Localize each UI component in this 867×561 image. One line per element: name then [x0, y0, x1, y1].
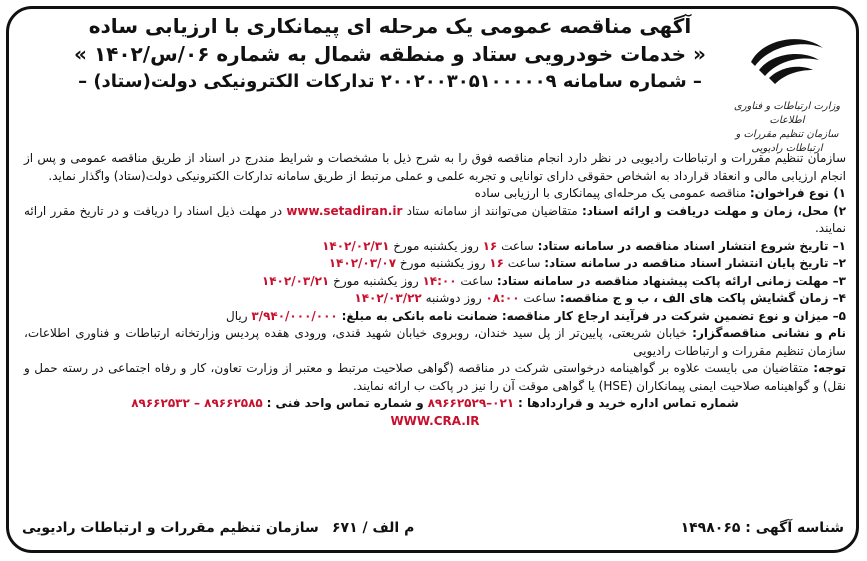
cra-website-link[interactable]: WWW.CRA.IR — [390, 413, 480, 428]
note-row — [24, 360, 846, 395]
guarantee-amount: ۳/۹۴۰/۰۰۰/۰۰۰ — [251, 308, 338, 323]
date-value: ۱۴۰۲/۰۲/۳۱ — [322, 238, 390, 253]
ministry-name: وزارت ارتباطات و فناوری اطلاعات — [733, 101, 841, 126]
call-type — [24, 185, 846, 203]
date-label: ۴– زمان گشایش پاکت های الف ، ب و ج مناقصه: — [559, 291, 846, 305]
note-text: متقاضیان می بایست علاوه بر گواهینامه درخواستی شرکت در مناقصه (گواهی صلاحیت مرتبط و معتبر از وزارت تعاون، کار و رفاه اجتماعی در رسته حمل و نقل) و گواهینامه صلاحیت ایمنی پیمانکاران (HSE) یا گواهی موقت آن را نیز در پاکت ب ارائه نمایند. — [24, 361, 846, 393]
date-time: ۰۸:۰۰ — [485, 291, 520, 305]
note-label: توجه: — [813, 361, 846, 375]
date-row — [24, 273, 846, 291]
documents-label: ۲) محل، زمان و مهلت دریافت و ارائه اسناد: — [582, 203, 847, 218]
date-pre: ساعت — [501, 238, 534, 253]
contact-phone-b: ۸۹۶۶۲۵۸۵ – ۸۹۶۶۲۵۳۲ — [131, 396, 263, 410]
guarantee-unit: ریال — [226, 308, 248, 323]
date-pre: ساعت — [523, 291, 557, 305]
date-value: ۱۴۰۲/۰۳/۰۷ — [328, 256, 397, 270]
date-time: ۱۶ — [489, 256, 504, 270]
ad-code: م الف / ۶۷۱ — [332, 520, 415, 536]
setad-link[interactable]: www.setadiran.ir — [286, 203, 403, 218]
ad-id: شناسه آگهی : ۱۴۹۸۰۶۵ — [680, 520, 844, 536]
date-row — [24, 255, 846, 273]
ad-title: آگهی مناقصه عمومی یک مرحله ای پیمانکاری با ارزیابی ساده — [88, 14, 692, 38]
contact-label-b: و شماره تماس واحد فنی : — [266, 396, 424, 410]
documents-text-a: متقاضیان می‌توانند از سامانه ستاد — [406, 203, 578, 218]
date-pre: ساعت — [460, 273, 494, 288]
date-value: ۱۴۰۲/۰۳/۲۲ — [354, 291, 422, 305]
date-mid: روز یکشنبه مورخ — [333, 273, 419, 288]
address-label: نام و نشانی مناقصه‌گزار: — [692, 326, 846, 340]
system-number: – شماره سامانه ۲۰۰۲۰۰۳۰۵۱۰۰۰۰۰۹ تدارکات الکترونیکی دولت(ستاد) – — [78, 71, 702, 92]
date-label: ۳– مهلت زمانی ارائه پاکت پیشنهاد مناقصه در سامانه ستاد: — [496, 273, 846, 288]
guarantee-label: ۵– میزان و نوع تضمین شرکت در فرآیند ارجاع کار مناقصه: — [501, 308, 846, 323]
regulator-name: سازمان تنظیم مقررات و ارتباطات رادیویی — [735, 129, 839, 154]
contact-row — [24, 395, 846, 413]
date-label: ۲– تاریخ پایان انتشار اسناد مناقصه در سامانه ستاد: — [544, 256, 846, 270]
date-time: ۱۴:۰۰ — [422, 273, 457, 288]
documents-info — [24, 203, 846, 238]
date-label: ۱– تاریخ شروع انتشار اسناد مناقصه در سامانه ستاد: — [537, 238, 846, 253]
date-pre: ساعت — [507, 256, 541, 270]
date-mid: روز دوشنبه — [425, 291, 482, 305]
contact-phone-a: ۰۲۱–۸۹۶۶۲۵۲۹ — [427, 396, 515, 410]
ad-header — [60, 12, 720, 96]
ad-subtitle: « خدمات خودرویی ستاد و منطقه شمال به شماره ۰۶/س/۱۴۰۲ » — [74, 42, 706, 66]
intro-paragraph: سازمان تنظیم مقررات و ارتباطات رادیویی در نظر دارد انجام مناقصه فوق را به شرح ذیل با مشخصات و شرایط مندرج در اسناد از طریق مناقصه عمومی و پس از انجام ارزیابی مالی و انعقاد قرارداد به اشخاص حقوقی دارای توانایی و تجربه علمی و عملی مرتبط از طریق سامانه تدارکات الکترونیکی دولت(ستاد) واگذار نماید. — [24, 151, 846, 183]
footer-org: سازمان تنظیم مقررات و ارتباطات رادیویی — [22, 520, 319, 536]
date-value: ۱۴۰۲/۰۳/۲۱ — [261, 273, 330, 288]
date-mid: روز یکشنبه مورخ — [393, 238, 479, 253]
guarantee-text: ضمانت نامه بانکی به مبلغ: — [341, 308, 499, 323]
cra-logo-icon — [745, 26, 827, 86]
contact-label-a: شماره تماس اداره خرید و قراردادها : — [517, 396, 739, 410]
date-mid: روز یکشنبه مورخ — [399, 256, 486, 270]
call-type-value: مناقصه عمومی یک مرحله‌ای پیمانکاری با ارزیابی ساده — [474, 186, 747, 200]
date-row — [24, 238, 846, 256]
date-row — [24, 290, 846, 308]
ad-body — [24, 150, 846, 430]
documents-text-b: در مهلت ذیل اسناد را دریافت و در تاریخ مقرر ارائه نمایند. — [24, 203, 846, 235]
call-type-label: ۱) نوع فراخوان: — [749, 186, 846, 200]
address-row — [24, 325, 846, 360]
organization-name — [722, 100, 852, 156]
guarantee-row — [24, 308, 846, 326]
date-time: ۱۶ — [482, 238, 498, 253]
address-text: خیابان شریعتی، پایین‌تر از پل سید خندان، روبروی خیابان شهید قندی، ورودی هفده پردیس وزارتخانه ارتباطات و فناوری اطلاعات، سازمان تنظیم مقررات و ارتباطات رادیویی — [24, 326, 846, 358]
